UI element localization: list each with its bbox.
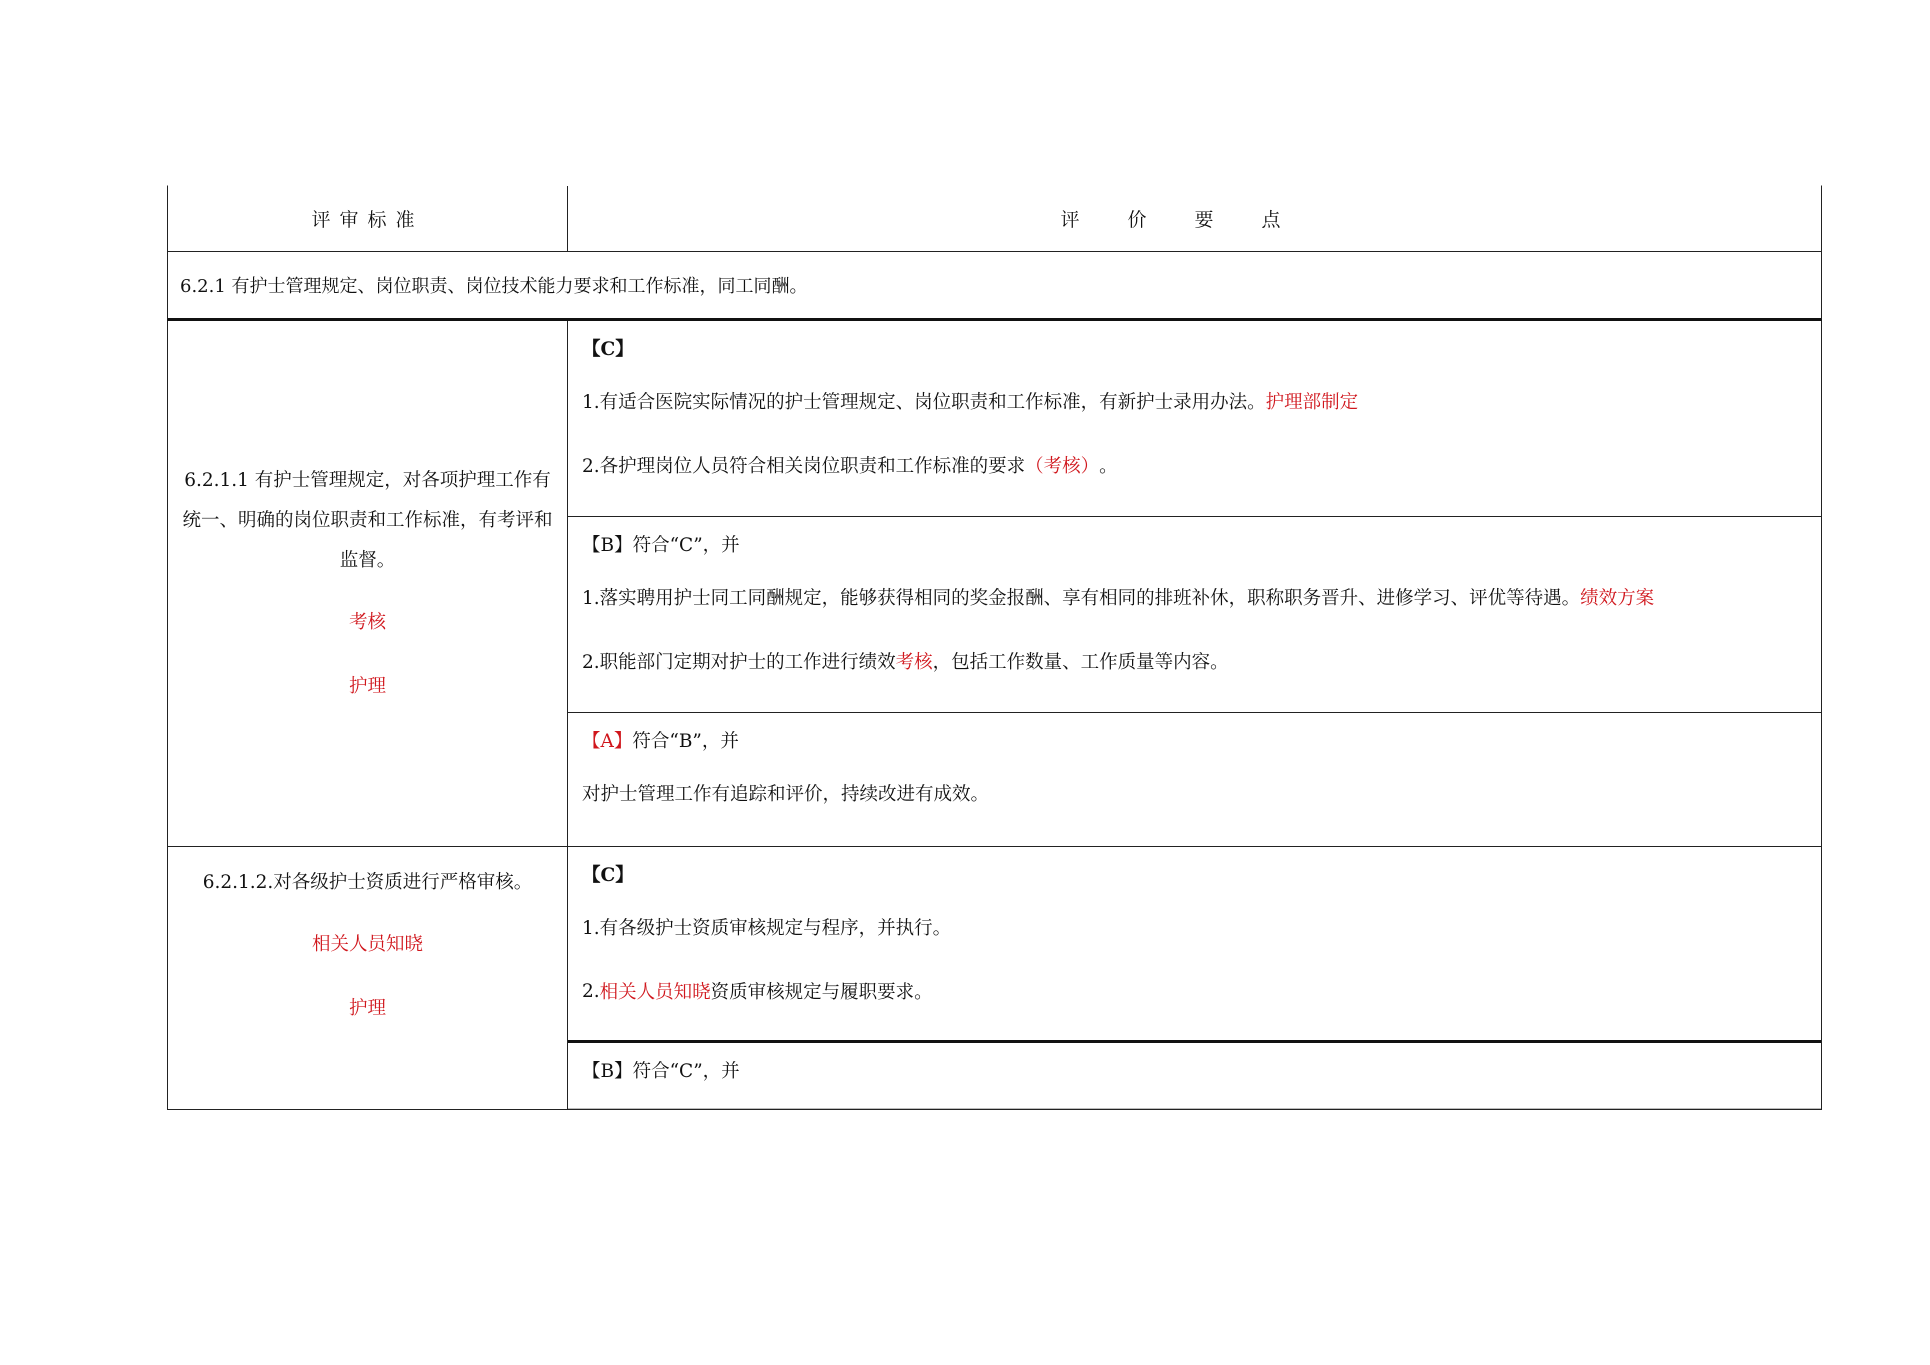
section-row-6-2-1	[167, 252, 1822, 321]
grade-a-point-1: 对护士管理工作有追踪和评价，持续改进有成效。	[582, 784, 990, 805]
grade-c-label-2: 【C】	[582, 865, 634, 886]
grade-b-label-2: 【B】符合“C”，并	[582, 1061, 740, 1082]
grade-c-point-2-note: （考核）	[1025, 456, 1100, 477]
standard-cell-6-2-1-1	[168, 321, 568, 846]
standard-cell-6-2-1-2	[168, 847, 568, 1109]
grade-c-point-1: 1.有适合医院实际情况的护士管理规定、岗位职责和工作标准，有新护士录用办法。	[582, 392, 1266, 413]
grade-c2-point-2-note: 相关人员知晓	[599, 982, 711, 1003]
standard-tag-nursing: 护理	[348, 675, 386, 697]
review-standards-table	[167, 185, 1822, 1110]
grade-c2-point-2-pre: 2.	[582, 980, 600, 1002]
grade-c-point-2: 2.各护理岗位人员符合相关岗位职责和工作标准的要求	[582, 456, 1026, 477]
grade-c-block-2	[568, 847, 1821, 1043]
standard-tag-nursing-2: 护理	[348, 998, 386, 1019]
item-row-6-2-1-1	[167, 321, 1822, 847]
item-row-6-2-1-2	[167, 847, 1822, 1110]
standard-text: 6.2.1.1 有护士管理规定，对各项护理工作有统一、明确的岗位职责和工作标准，有考评和监督。	[182, 469, 553, 571]
header-cell-points	[568, 186, 1821, 251]
grade-a-block	[568, 713, 1821, 846]
grade-c-point-1-note: 护理部制定	[1265, 392, 1359, 413]
grade-b-point-1-note: 绩效方案	[1580, 588, 1655, 609]
points-cell-6-2-1-1	[568, 321, 1821, 846]
grade-b-point-2-b: ，包括工作数量、工作质量等内容。	[932, 652, 1229, 673]
grade-c2-point-2-rest: 资质审核规定与履职要求。	[710, 982, 933, 1003]
grade-c-point-2-end: 。	[1099, 456, 1118, 477]
standard-tag-assessment: 考核	[348, 611, 386, 633]
grade-c2-point-1: 1.有各级护士资质审核规定与程序，并执行。	[582, 918, 952, 939]
grade-b-point-2-note: 考核	[895, 652, 933, 673]
header-standard-label: 评审标准	[311, 209, 424, 231]
points-cell-6-2-1-2	[568, 847, 1821, 1109]
grade-b-label: 【B】符合“C”，并	[582, 535, 740, 556]
table-header-row	[167, 185, 1822, 252]
header-cell-standard	[168, 186, 568, 251]
grade-a-label: 符合“B”，并	[632, 731, 739, 752]
standard-text-2: 6.2.1.2.对各级护士资质进行严格审核。	[202, 872, 533, 893]
section-title: 6.2.1 有护士管理规定、岗位职责、岗位技术能力要求和工作标准，同工同酬。	[180, 276, 808, 297]
standard-tag-known: 相关人员知晓	[311, 934, 423, 955]
grade-b-point-1: 1.落实聘用护士同工同酬规定，能够获得相同的奖金报酬、享有相同的排班补休，职称职务晋升、进修学习、评优等待遇。	[582, 588, 1581, 609]
grade-c-block	[568, 321, 1821, 517]
header-points-label: 评价要点	[1060, 209, 1329, 231]
grade-b-block	[568, 517, 1821, 713]
grade-a-label-mark: 【A】	[582, 731, 633, 752]
grade-b-point-2-a: 2.职能部门定期对护士的工作进行绩效	[582, 652, 896, 673]
grade-c-label: 【C】	[582, 339, 634, 360]
grade-b-block-2	[568, 1043, 1821, 1109]
